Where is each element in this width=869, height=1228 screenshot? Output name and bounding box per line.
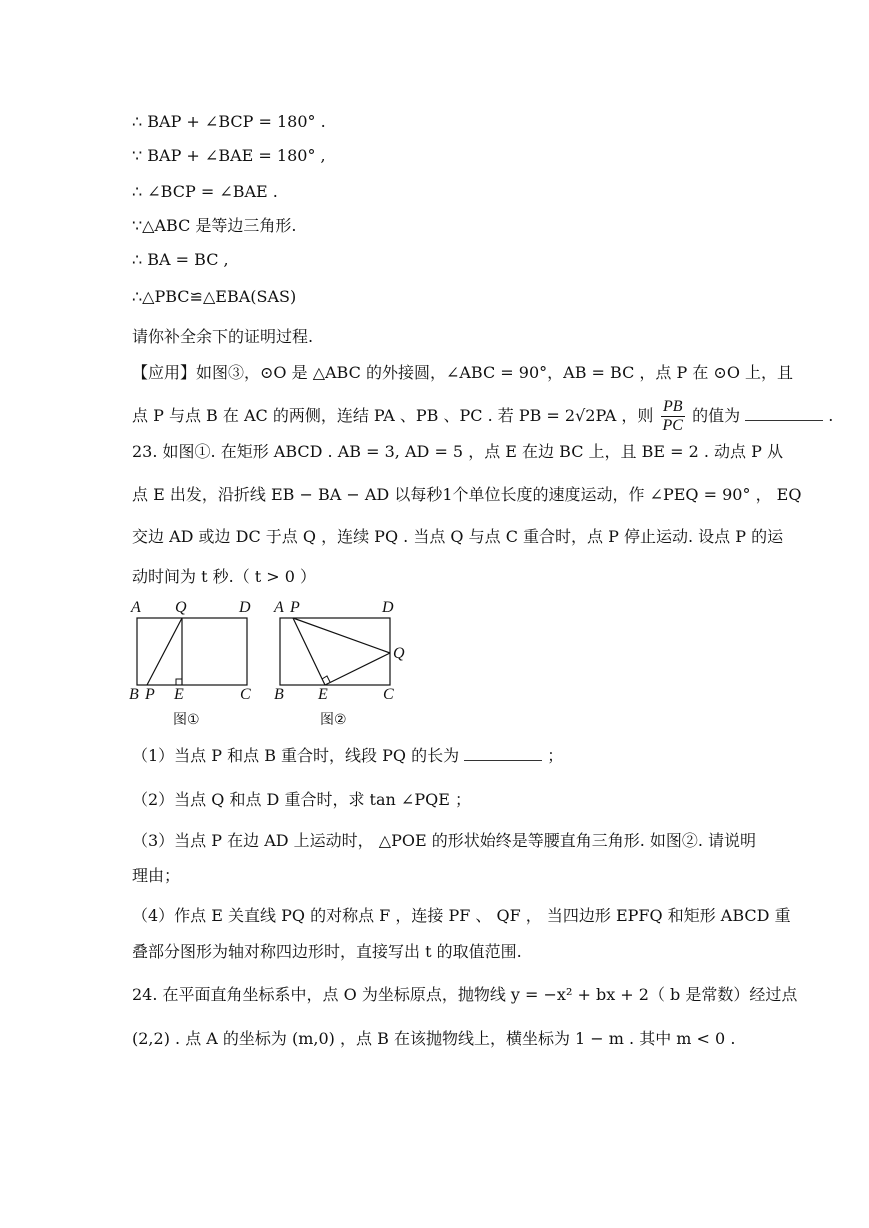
- rectangle-abcd: [280, 618, 390, 685]
- answer-blank-q1[interactable]: [464, 746, 542, 761]
- problem24-line-1: 24. 在平面直角坐标系中，点 O 为坐标原点，抛物线 y = −x² + bx + 2（ b 是常数）经过点: [132, 985, 798, 1004]
- proof-line-2: ∵ BAP + ∠BAE = 180° ,: [132, 146, 326, 165]
- question-4-line-2: 叠部分图形为轴对称四边形时，直接写出 t 的取值范围.: [132, 942, 522, 961]
- rectangle-abcd: [137, 618, 247, 685]
- label-c: C: [240, 686, 251, 703]
- question-1-end: ；: [547, 746, 564, 765]
- label-b: B: [274, 686, 284, 703]
- problem23-line-1: 23. 如图①. 在矩形 ABCD . AB = 3, AD = 5 ，点 E 在边 BC 上，且 BE = 2 . 动点 P 从: [132, 442, 783, 461]
- problem24-line-2: (2,2) . 点 A 的坐标为 (m,0) ，点 B 在该抛物线上，横坐标为 1 − m . 其中 m < 0 .: [132, 1029, 736, 1048]
- fraction-numerator: PB: [661, 398, 685, 417]
- question-1: [132, 745, 742, 767]
- right-angle-mark: [176, 679, 182, 685]
- label-q: Q: [175, 599, 187, 616]
- label-e: E: [174, 686, 184, 703]
- proof-line-4: ∵△ABC 是等边三角形.: [132, 216, 297, 235]
- fraction-denominator: PC: [662, 417, 683, 434]
- label-b: B: [129, 686, 139, 703]
- pb-over-pc-fraction: [661, 398, 685, 435]
- label-p: P: [290, 599, 300, 616]
- label-q: Q: [393, 645, 405, 662]
- question-2: （2）当点 Q 和点 D 重合时，求 tan ∠PQE ；: [132, 790, 471, 809]
- figure-2-caption: 图②: [320, 712, 347, 728]
- label-e: E: [318, 686, 328, 703]
- label-a: A: [274, 599, 284, 616]
- proof-line-5: ∴ BA = BC ,: [132, 250, 229, 269]
- question-1-text: （1）当点 P 和点 B 重合时，线段 PQ 的长为: [132, 746, 460, 765]
- figure-1-caption: 图①: [173, 712, 200, 728]
- problem23-line-2: 点 E 出发，沿折线 EB − BA − AD 以每秒1个单位长度的速度运动，作 ∠PEQ = 90° ， EQ: [132, 485, 802, 504]
- problem23-line-3: 交边 AD 或边 DC 于点 Q ，连续 PQ . 当点 Q 与点 C 重合时，点 P 停止运动. 设点 P 的运: [132, 527, 784, 546]
- question-3-line-1: （3）当点 P 在边 AD 上运动时， △POE 的形状始终是等腰直角三角形. 如图②. 请说明: [132, 831, 757, 850]
- segment-eq: [325, 653, 390, 685]
- application-line-2: [132, 398, 834, 435]
- problem23-line-4: 动时间为 t 秒.（ t > 0 ）: [132, 567, 317, 586]
- figure-2: [268, 595, 418, 735]
- application-line-2-text: 点 P 与点 B 在 AC 的两侧，连结 PA 、PB 、PC . 若 PB = 2√2PA ，则: [132, 406, 654, 425]
- label-c: C: [383, 686, 394, 703]
- application-line-1: 【应用】如图③，⊙O 是 △ABC 的外接圆，∠ABC = 90°，AB = BC ，点 P 在 ⊙O 上，且: [132, 363, 794, 382]
- answer-blank[interactable]: [745, 406, 823, 421]
- proof-line-1: ∴ BAP + ∠BCP = 180° .: [132, 112, 326, 131]
- complete-prompt: 请你补全余下的证明过程.: [132, 327, 314, 346]
- proof-line-3: ∴ ∠BCP = ∠BAE .: [132, 182, 278, 201]
- question-3-line-2: 理由；: [132, 866, 181, 885]
- application-line-2-suffix: 的值为: [692, 406, 741, 425]
- question-4-line-1: （4）作点 E 关直线 PQ 的对称点 F ，连接 PF 、 QF ， 当四边形 EPFQ 和矩形 ABCD 重: [132, 906, 791, 925]
- application-line-2-end: .: [828, 406, 834, 425]
- label-a: A: [131, 599, 141, 616]
- label-p: P: [145, 686, 155, 703]
- segment-pq: [147, 618, 182, 685]
- label-d: D: [382, 599, 394, 616]
- figure-1: [125, 595, 265, 735]
- proof-line-6: ∴△PBC≌△EBA(SAS): [132, 287, 297, 306]
- label-d: D: [239, 599, 251, 616]
